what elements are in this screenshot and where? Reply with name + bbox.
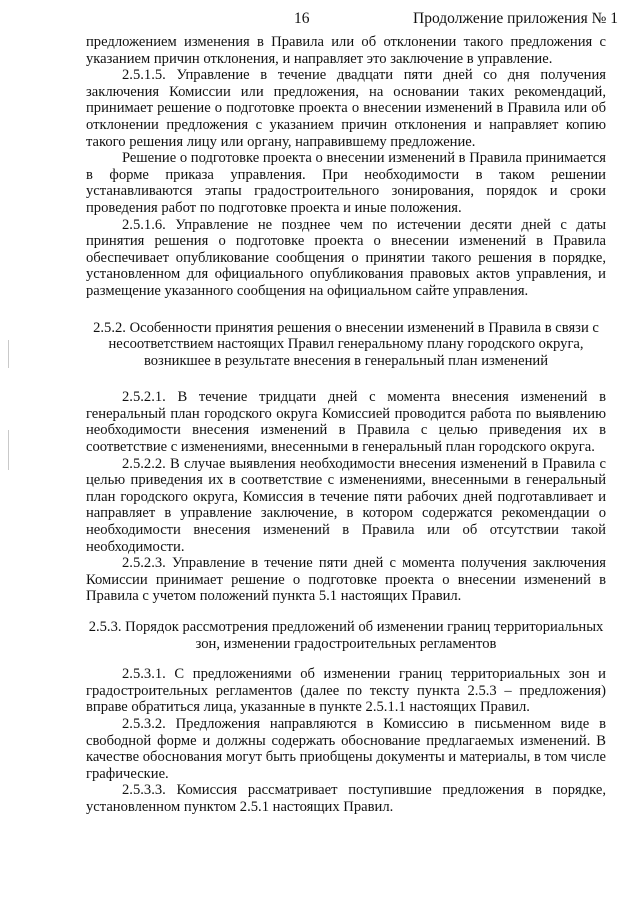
paragraph-2-5-2-3: 2.5.2.3. Управление в течение пяти дней с момента получения заключения Комиссии принимает решение о подготовке проекта о внесении изменений в Правила с учетом положений пункта 5.1 настоящих Правил. (86, 555, 606, 605)
page-header (0, 10, 640, 32)
scan-margin-mark (8, 340, 9, 368)
scan-margin-mark (8, 430, 9, 470)
paragraph-continuation: предложением изменения в Правила или об отклонении такого предложения с указанием причин отклонения, и направляет это заключение в управление. (86, 34, 606, 67)
section-heading-2-5-3: 2.5.3. Порядок рассмотрения предложений об изменении границ территориальных зон, изменении градостроительных регламентов (88, 619, 604, 652)
paragraph-2-5-1-6: 2.5.1.6. Управление не позднее чем по истечении десяти дней с даты принятия решения о подготовке проекта о внесении изменений в Правила обеспечивает опубликование сообщения о принятии такого решения в порядке, установленном для официального опубликования правовых актов управления, и размещение указанного сообщения на официальном сайте управления. (86, 216, 606, 299)
appendix-label: Продолжение приложения № 1 (413, 10, 618, 27)
paragraph-decision-form: Решение о подготовке проекта о внесении изменений в Правила принимается в форме приказа управления. При необходимости в таком решении устанавливаются этапы градостроительного зонирования, порядок и сроки проведения работ по подготовке проекта и иные положения. (86, 150, 606, 216)
section-heading-2-5-2: 2.5.2. Особенности принятия решения о внесении изменений в Правила в связи с несоответствием настоящих Правил генеральному плану городского округа, возникшее в результате внесения в генеральный план изменений (93, 319, 599, 369)
paragraph-2-5-2-1: 2.5.2.1. В течение тридцати дней с момента внесения изменений в генеральный план городского округа Комиссией проводится работа по выявлению необходимости внесения изменений в Правила с целью приведения их в соответствие с изменениями, внесенными в генеральный план городского округа. (86, 389, 606, 456)
paragraph-2-5-3-3: 2.5.3.3. Комиссия рассматривает поступившие предложения в порядке, установленном пунктом 2.5.1 настоящих Правил. (86, 782, 606, 815)
paragraph-2-5-3-1: 2.5.3.1. С предложениями об изменении границ территориальных зон и градостроительных регламентов (далее по тексту пункта 2.5.3 – предложения) вправе обратиться лица, указанные в пункте 2.5.1.1 настоящих Правил. (86, 666, 606, 716)
page-number: 16 (294, 10, 310, 27)
paragraph-2-5-2-2: 2.5.2.2. В случае выявления необходимости внесения изменений в Правила с целью приведения их в соответствие с изменениями, внесенными в генеральный план городского округа, Комиссия в течение пяти рабочих дней подготавливает и направляет в управление заключение, в котором содержатся рекомендации о необходимости внесения изменений в Правила или об отсутствии такой необходимости. (86, 455, 606, 555)
paragraph-2-5-1-5: 2.5.1.5. Управление в течение двадцати пяти дней со дня получения заключения Комиссии или предложения, на основании таких рекомендаций, принимает решение о подготовке проекта о внесении изменений в Правила или об отклонении предложения с указанием причин отклонения и направляет копию такого решения лицу или органу, направившему предложение. (86, 67, 606, 150)
paragraph-2-5-3-2: 2.5.3.2. Предложения направляются в Комиссию в письменном виде в свободной форме и должны содержать обоснование предлагаемых изменений. В качестве обоснования могут быть приобщены документы и материалы, в том числе графические. (86, 715, 606, 782)
document-body (86, 34, 606, 816)
